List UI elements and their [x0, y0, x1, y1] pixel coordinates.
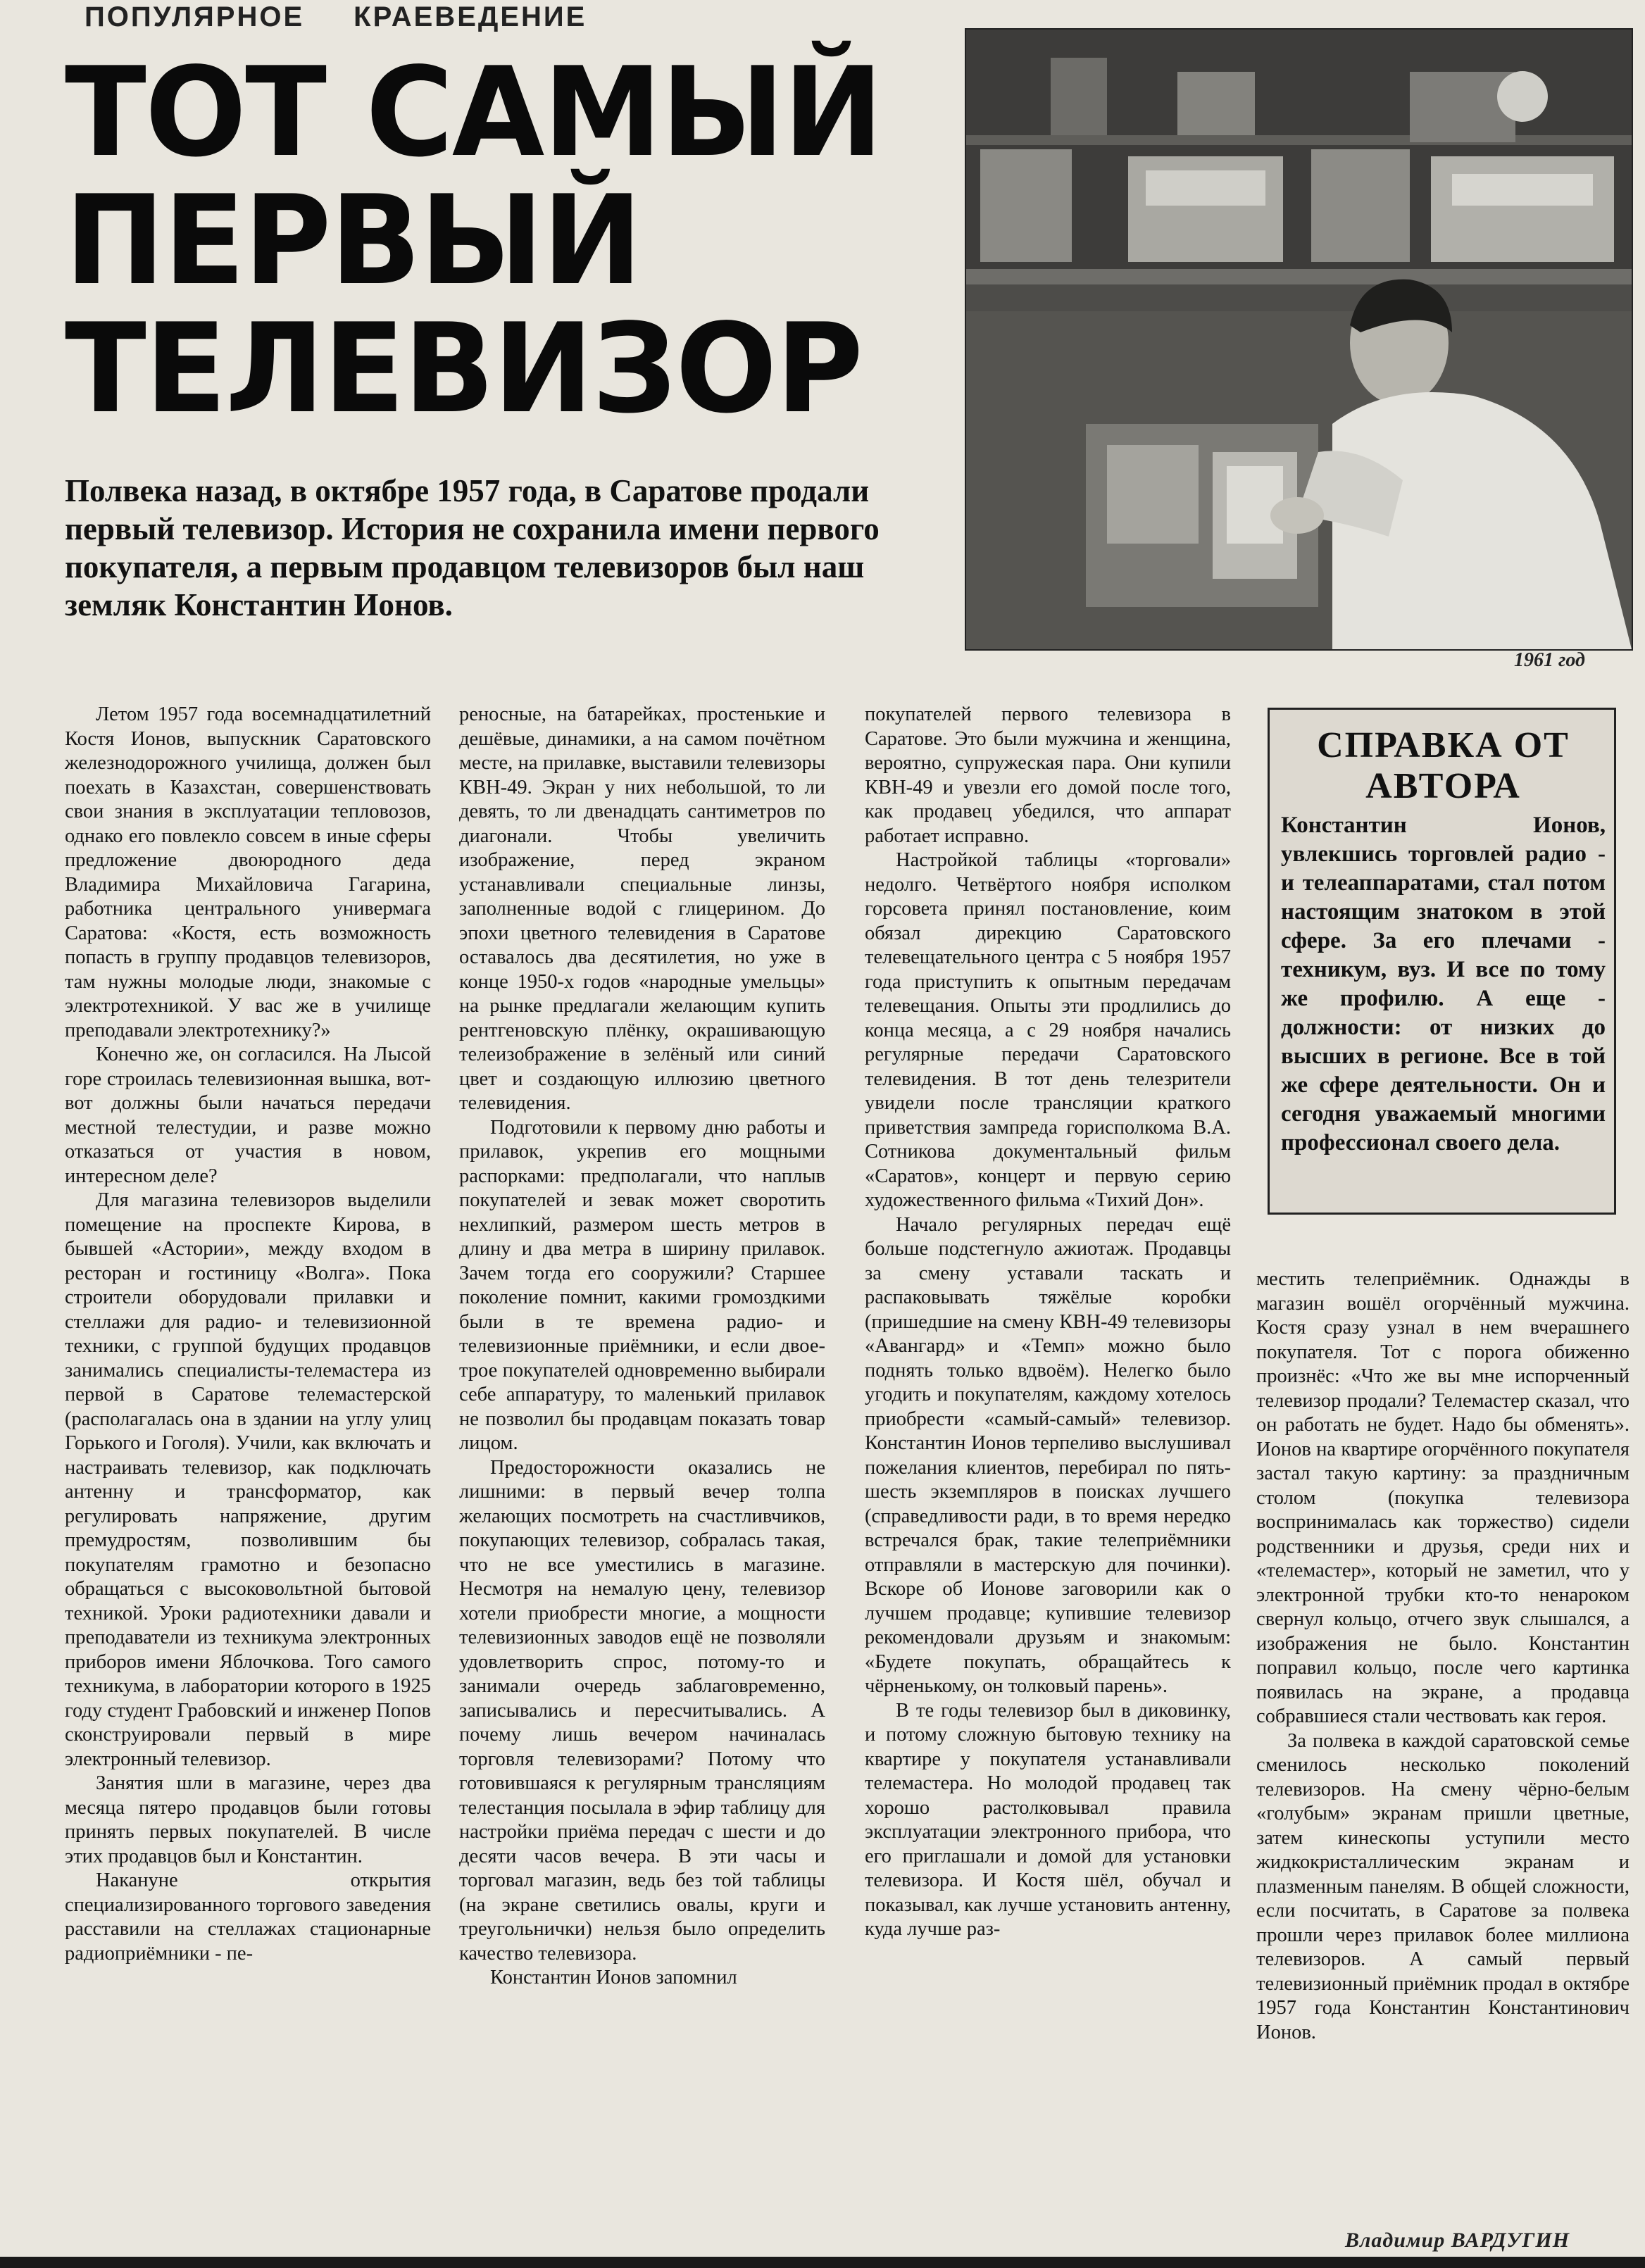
headline-line-1: ТОТ САМЫЙ [65, 42, 882, 184]
paragraph: Для магазина телевизоров выделили помещение на проспекте Кирова, в бывшей «Астории», между входом в ресторан и гостиницу «Волга». Пока строители оборудовали прилавки и стеллажи для радио- и телевизионной техники, с группой будущих продавцов занимались специалисты-телемастера из первой в Саратове телемастерской (располагалась она в здании на углу улиц Горького и Гоголя). Учили, как включать и настраивать телевизор, как подключать антенну и трансформатор, как регулировать напряжение, другим премудростям, позволившим бы покупателям грамотно и безопасно обращаться с высоковольтной бытовой техникой. Уроки радиотехники давали и преподаватели из техникума электронных приборов имени Яблочкова. Того самого техникума, в лаборатории которого в 1925 году студент Грабовский и инженер Попов сконструировали первый в мире электронный телевизор. [65, 1189, 431, 1770]
paragraph: Настройкой таблицы «торговали» недолго. Четвёртого ноября исполком горсовета принял постановление, коим обязал дирекцию Саратовского телевещательного центра с 5 ноября 1957 года приступить к опытным передачам телевещания. Опыты эти продлились до конца месяца, а с 29 ноября начались регулярные передачи Саратовского телевидения. В тот день телезрители увидели после трансляции краткого приветствия зампреда горисполкома В.А. Сотникова документальный фильм «Саратов», концерт и первую серию художественного фильма «Тихий Дон». [865, 849, 1231, 1211]
paragraph: реносные, на батарейках, простенькие и дешёвые, динамики, а на самом почётном месте, на прилавке, выставили телевизоры КВН-49. Экран у них небольшой, то ли девять, то ли двенадцать сантиметров по диагонали. Чтобы увеличить изображение, перед экраном устанавливали специальные линзы, заполненные водой с глицерином. До эпохи цветного телевидения в Саратове оставалось два десятилетия, но уже в конце 1950-х годов «народные умельцы» на рынке предлагали желающим купить рентгеновскую плёнку, окрашивающую телеизображение в зелёный или синий цвет и создающую иллюзию цветного телевидения. [459, 703, 825, 1114]
paragraph: Константин Ионов запомнил [490, 1967, 737, 1988]
paragraph: За полвека в каждой саратовской семье сменилось несколько поколений телевизоров. На смену чёрно-белым «голубым» экранам пришли цветные, затем кинескопы уступили место жидкокристаллическим экранам и плазменным панелям. В общей сложности, если посчитать, в Саратове за полвека прошли через прилавок более миллиона телевизоров. А самый первый телевизионный приёмник продал в октябре 1957 года Константин Константинович Ионов. [1256, 1729, 1630, 2043]
bottom-rule [0, 2257, 1645, 2268]
photo-caption: 1961 год [1514, 649, 1585, 671]
paragraph: Занятия шли в магазине, через два месяца пятеро продавцов были готовы принять первых покупателей. В числе этих продавцов был и Константин. [65, 1772, 431, 1867]
paragraph: Накануне открытия специализированного торгового заведения расставили на стеллажах стационарные радиоприёмники - пе- [65, 1869, 431, 1965]
section-rubric [85, 1, 636, 33]
paragraph: местить телеприёмник. Однажды в магазин вошёл огорчённый мужчина. Костя сразу узнал в нем вчерашнего покупателя. Тот с порога обиженно произнёс: «Что же вы мне испорченный телевизор продали? Телемастер сказал, что он работать не будет. Надо бы обменять». Ионов на квартире огорчённого покупателя застал такую картину: за праздничным столом (покупка телевизора воспринималась как торжество) сидели родственники и друзья, среди них и «телемастер», который не заметил, что у электронной трубки кто-то ненароком свернул кольцо, отчего звук слышался, а изображения не было. Константин поправил кольцо, после чего картинка появилась на экране, а продавца собравшиеся стали чествовать как героя. [1256, 1268, 1630, 1727]
headline [65, 42, 939, 441]
paragraph: покупателей первого телевизора в Саратове. Это были мужчина и женщина, вероятно, супружеская пара. Они купили КВН-49 и увезли его домой после того, как продавец убедился, что аппарат работает исправно. [865, 703, 1231, 847]
rubric-part-2: КРАЕВЕДЕНИЕ [354, 1, 587, 32]
article-column-2 [459, 703, 825, 1991]
headline-line-3: ТЕЛЕВИЗОР [65, 298, 863, 441]
paragraph: Начало регулярных передач ещё больше подстегнуло ажиотаж. Продавцы за смену уставали таскать и распаковывать тяжёлые коробки (пришедшие на смену КВН-49 телевизоры «Авангард» и «Темп» можно было поднять только вдвоём). Нелегко было угодить и покупателям, каждому хотелось приобрести «самый-самый» телевизор. Константин Ионов терпеливо выслушивал пожелания клиентов, перебирал по пять-шесть экземпляров в поисках лучшего (справедливости ради, в то время нередко встречался брак, такие телеприёмники отправляли в мастерскую для починки). Вскоре об Ионове заговорили как о лучшем продавце; купившие телевизор рекомендовали друзьям и знакомым: «Будете покупать, обращайтесь к чёрненькому, он толковый парень». [865, 1213, 1231, 1697]
paragraph: Предосторожности оказались не лишними: в первый вечер толпа желающих посмотреть на счастливчиков, покупающих телевизор, собралась такая, что не все уместились в магазине. Несмотря на немалую цену, телевизор хотели приобрести многие, а мощности телевизионных заводов ещё не позволяли удовлетворить спрос, потому-то и занимали очередь заблаговременно, записывались и пересчитывались. А почему лишь вечером начиналась торговля телевизорами? Потому что готовившаяся к регулярным трансляциям телестанция посылала в эфир таблицу для настройки приёма передач с шести и до десяти часов вечера. В эти часы и торговал магазин, ведь без той таблицы (на экране светились овалы, круги и треугольнички) нельзя было определить качество телевизора. [459, 1456, 825, 1965]
author-note-title: СПРАВКА ОТ АВТОРА [1317, 725, 1570, 806]
rubric-part-1: ПОПУЛЯРНОЕ [85, 1, 305, 32]
paragraph: Подготовили к первому дню работы и прилавок, укрепив его мощными распорками: предполагали, что наплыв покупателей и зевак может своротить нехлипкий, размером шесть метров в длину и два метра в ширину прилавок. Зачем тогда его сооружили? Старшее поколение помнит, какими громоздкими были в те времена радио- и телевизионные приёмники, и если двое-трое покупателей одновременно выбирали себе аппаратуру, то маленький прилавок не позволил бы продавцам показать товар лицом. [459, 1116, 825, 1454]
paragraph: Летом 1957 года восемнадцатилетний Костя Ионов, выпускник Саратовского железнодорожного училища, должен был поехать в Казахстан, совершенствовать свои знания в эксплуатации тепловозов, однако его повлекло совсем в иные сферы предложение двоюродного деда Владимира Михайловича Гагарина, работника центрального универмага Саратова: «Костя, есть возможность попасть в группу продавцов телевизоров, там нужны молодые люди, знакомые с электротехникой. У вас же в училище преподавали электротехнику?» [65, 703, 431, 1041]
headline-line-2: ПЕРВЫЙ [65, 170, 642, 313]
author-note-box [1268, 708, 1616, 1215]
paragraph: Конечно же, он согласился. На Лысой горе строилась телевизионная вышка, вот-вот должны были начаться передачи местной телестудии, и разве можно отказаться от участия в новом, интересном деле? [65, 1044, 431, 1187]
article-column-4 [1256, 1267, 1630, 2045]
article-photo [965, 28, 1633, 651]
paragraph: В те годы телевизор был в диковинку, и потому сложную бытовую технику на квартире у покупателя устанавливали телемастера. Но молодой продавец так хорошо растолковывал правила эксплуатации электронного прибора, что его приглашали и домой для установки телевизора. И Костя шёл, обучал и показывал, как лучше установить антенну, куда лучше раз- [865, 1699, 1231, 1940]
author-byline: Владимир ВАРДУГИН [1345, 2229, 1570, 2252]
author-note-body: Константин Ионов, увлекшись торговлей радио - и телеаппаратами, стал потом настоящим знатоком в этой сфере. За его плечами - техникум, вуз. И все по тому же профилю. А еще - должности: от низких до высших в регионе. Все в той же сфере деятельности. Он и сегодня уважаемый многими профессионал своего дела. [1281, 813, 1606, 1155]
article-column-1 [65, 703, 431, 1966]
article-column-3 [865, 703, 1231, 1942]
photo-illustration [966, 30, 1632, 649]
lead-paragraph: Полвека назад, в октябре 1957 года, в Саратове продали первый телевизор. История не сохранила имени первого покупателя, а первым продавцом телевизоров был наш земляк Константин Ионов. [65, 473, 880, 622]
